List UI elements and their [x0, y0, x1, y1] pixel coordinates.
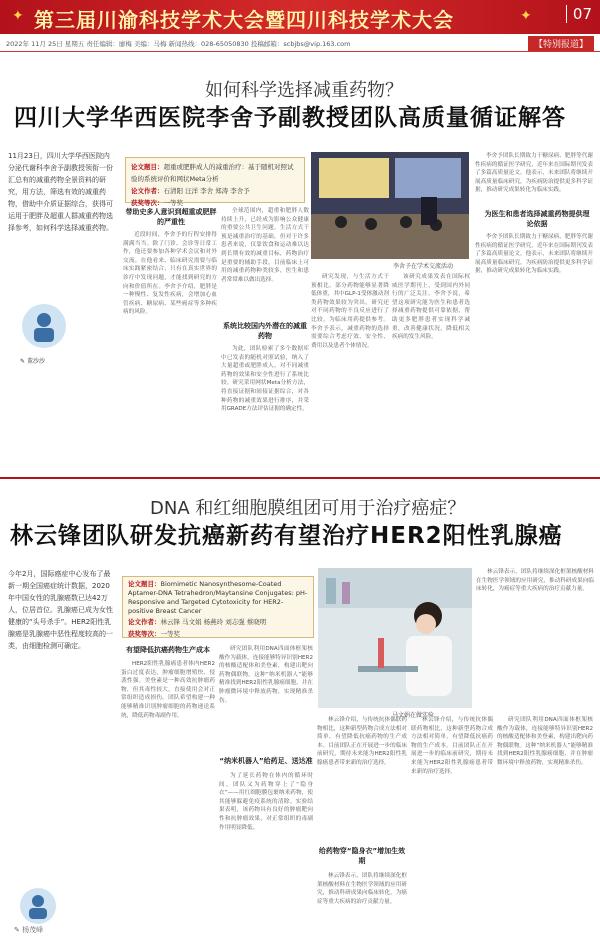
article1-headline: 四川大学华西医院李舍予副教授团队高质量循证解答 [14, 105, 566, 131]
article1-kicker: 如何科学选择减重药物？ [205, 80, 403, 101]
reporter-illustration-icon [18, 886, 58, 926]
article2-column: 林云锋表示，团队将继续深化框架核酸材料在生物医学领域的应用研究，推动科研成果向临床转化，为癌症等重大疾病的治疗贡献力量。 [317, 873, 407, 905]
section-tag: 【特别报道】 [528, 36, 594, 51]
article1-column: 研究发现，与生活方式干预相比，部分药物能够显著降低体重，其中GLP-1受体激动剂类药物效果较为突出。研究还对不同药物的不良反应进行了比较，为临床用药提供参考。李舍予表示，减重药物的选择需要综合考虑疗效、安全性、费用以及患者个体情况。 [311, 274, 389, 349]
article2-photo [318, 568, 472, 708]
article2-subhead-1: 有望降低抗癌药物生产成本 [126, 646, 210, 654]
article2-photo-caption: 马文娟在做实验 [392, 712, 435, 719]
page-number: 07 [566, 5, 592, 23]
article2-headline: 林云锋团队研发抗癌新药有望治疗HER2阳性乳腺癌 [10, 523, 563, 549]
article2-column: 林云锋表示，团队将继续深化框架核酸材料在生物医学领域的应用研究，推动科研成果向临床转化，为癌症等重大疾病的治疗贡献力量。 [476, 569, 594, 593]
issue-meta: 2022年 11月 25日 星期五 责任编辑：廖梅 美编：马梅 新闻热线：028-65050830 投稿邮箱：scbjbs@vip.163.com [0, 34, 600, 52]
article2-info-box: 论文题目：Biomimetic Nanosynthesome-Coated Aptamer-DNA Tetrahedron/Maytansine Conjugates: pH-Responsive and Targeted Cytotoxicity for HER2-positive Breast Cancer 论文作者：林云锋 马文娟 杨燕玲 刘志强 蔡晓明 获奖等次：一等奖 [122, 576, 314, 638]
sparkle-icon: ✦ [520, 8, 532, 24]
article1-subhead-3: 为医生和患者选择减重药物提供理论依据 [484, 210, 590, 228]
article2-column: HER2阳性乳腺癌患者体内HER2蛋白过度表达，肿瘤细胞增殖快、侵袭性强。美登素是一种高效抗肿瘤药物，但其毒性较大，直接使用会对正常组织造成损伤。团队希望构建一种能够精准识别肿瘤细胞的药物递送系统，降低药物毒副作用。 [121, 661, 215, 719]
article2-column: 研究团队利用DNA四面体框架核酸作为载体，连接能够特异识别HER2的核酸适配体和美登素，构建出靶向药物偶联物。这种“纳米机器人”能够精准找到HER2阳性乳腺癌细胞，并在肿瘤微环境中释放药物，实现精准杀伤。 [497, 717, 593, 766]
article1-column: 该研究成果发表在国际权威医学期刊上，受到国内外同行的广泛关注。李舍予说，希望这项研究能为医生和患者选择减重药物提供可靠依据，帮助更多肥胖患者实现科学减重，改善健康状况，降低相关疾病的发生风险。 [392, 274, 470, 341]
article1-subhead-2: 系统比较国内外潜在的减重药物 [223, 322, 307, 340]
article1-photo [311, 152, 469, 259]
article1-column: 为此，团队检索了多个数据库中已发表的随机对照试验，纳入了大量超重或肥胖成人，对不同减重药物的效果和安全性进行了系统比较。研究采用网状Meta分析方法，将直接证据和间接证据综合，对各种药物的减重效果进行排序，并采用GRADE方法评估证据的确定性。 [221, 346, 309, 413]
article2-subhead-3: 给药物穿“隐身衣”增加生效期 [318, 847, 406, 865]
article2-column: 林云锋介绍，与传统抗体偶联药物相比，这种新型药物合成方法相对简单，有望降低抗癌药物的生产成本。目前团队正在开展进一步的临床前研究，期待未来能为HER2阳性乳腺癌患者带来新的治疗选择。 [411, 717, 493, 775]
article1-subhead-1: 带助史多人意识到超重或肥胖的严重性 [125, 208, 217, 226]
article2-column: 为了延长药物在体内的循环时间，团队又为药物穿上了“隐身衣”——用红细胞膜包裹纳米药物，使其能够躲避免疫系统的清除。实验结果表明，该药物具有良好的肿瘤靶向性和抗肿瘤效果，对正常组织的毒副作用明显降低。 [219, 773, 313, 831]
article1-lede: 11月23日，四川大学华西医院内分泌代谢科李舍予副教授领衔一份汇总有的减重药物全景资料的研究，用方法，筛选有效的减重药物，借助中介质证据综合，获得可运用于肥胖及超重人群减重药物选择参考，如何科学选择减重药物。 [8, 152, 113, 232]
reporter-illustration-icon [18, 302, 70, 350]
section-divider [0, 477, 600, 479]
article2-column: 林云锋介绍，与传统抗体偶联药物相比，这种新型药物合成方法相对简单，有望降低抗癌药物的生产成本。目前团队正在开展进一步的临床前研究，期待未来能为HER2阳性乳腺癌患者带来新的治疗选择。 [317, 717, 407, 766]
article2-kicker: DNA 和红细胞膜组团可用于治疗癌症？ [150, 498, 466, 519]
article2-reporter: ✎ 杨茂峰 [14, 926, 44, 934]
masthead-title: 第三届川渝科技学术大会暨四川科技学术大会 [34, 8, 454, 32]
article1-column: 李舍予团队长期致力于糖尿病、肥胖等代谢性疾病的循证医学研究，近年来在国际期刊发表了多篇高质量论文。他表示，未来团队将继续开展高质量临床研究，为疾病防治提供更多科学证据，推动研究成果转化为临床实践。 [475, 234, 593, 275]
article1-column: 近段时间，李舍予的行程安排得满满当当。除了门诊、会诊等日常工作，他还要参加各种学术会议和对外交流。在他看来，临床研究需要与临床实践紧密结合，只有在真实世界的诊疗中发现问题，才能找到研究的方向和价值所在。李舍予介绍，肥胖是一种慢性、复发性疾病，会增加心血管疾病、糖尿病、某些癌症等多种疾病的风险。 [123, 232, 217, 316]
article1-photo-caption: 李舍予在学术交流活动 [393, 263, 454, 270]
masthead-banner [0, 0, 600, 34]
article1-column: 李舍予团队长期致力于糖尿病、肥胖等代谢性疾病的循证医学研究，近年来在国际期刊发表了多篇高质量论文。他表示，未来团队将继续开展高质量临床研究，为疾病防治提供更多科学证据，推动研究成果转化为临床实践。 [475, 153, 593, 194]
article2-column: 研究团队利用DNA四面体框架核酸作为载体，连接能够特异识别HER2的核酸适配体和美登素，构建出靶向药物偶联物。这种“纳米机器人”能够精准找到HER2阳性乳腺癌细胞，并在肿瘤微环境中释放药物，实现精准杀伤。 [219, 646, 313, 704]
article1-reporter: ✎ 董沙沙 [20, 358, 45, 365]
sparkle-icon: ✦ [12, 8, 24, 24]
article1-info-box: 论文题目：超重或肥胖成人的减重治疗：基于随机对照试验的系统评价和网状Meta分析 论文作者：石清阳 汪洋 李舍 郑涛 李舍予 获奖等次：一等奖 [125, 157, 305, 203]
article1-column: 全球范围内，超重和肥胖人数持续上升，已经成为影响公众健康的重要公共卫生问题。生活方式干预是减重治疗的基础，但对于许多患者来说，仅靠饮食和运动难以达到长期有效的减重目标，药物治疗是重要的辅助手段。目前临床上可用的减重药物种类较多，医生和患者常常难以做出选择。 [221, 208, 309, 283]
article2-lede: 今年2月，国际癌症中心发布了最新一期全国癌症统计数据，2020年中国女性的乳腺癌数已达42万人，位居首位。乳腺癌已成为女性健康的“头号杀手”。HER2阳性乳腺癌是乳腺癌中恶性程度较高的一类，由细胞检测可确定。 [8, 570, 113, 650]
article2-subhead-2: “纳米机器人”给药足、送达准 [219, 757, 313, 765]
